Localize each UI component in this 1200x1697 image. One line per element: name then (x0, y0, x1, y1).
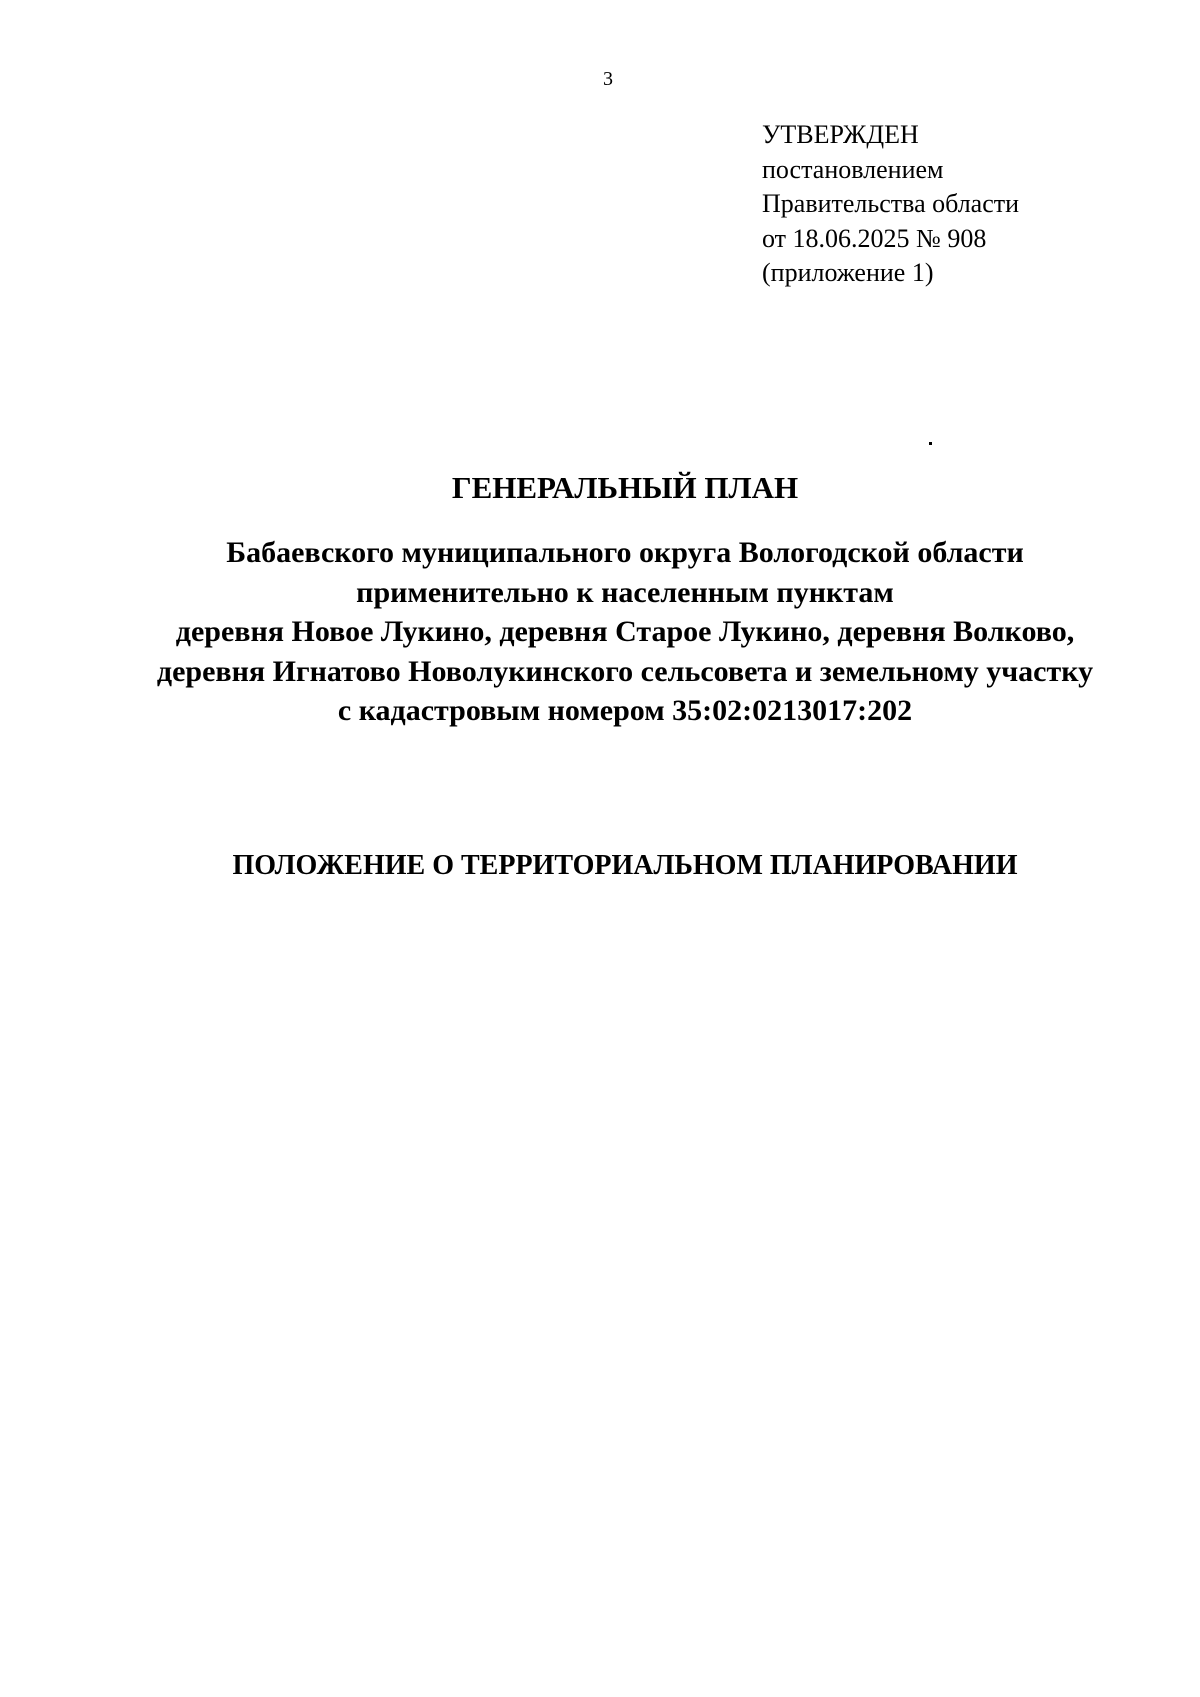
subtitle-line: применительно к населенным пунктам (356, 575, 894, 609)
approval-line: УТВЕРЖДЕН (762, 120, 919, 149)
document-title: ГЕНЕРАЛЬНЫЙ ПЛАН (451, 470, 799, 505)
subtitle-line: с кадастровым номером 35:02:0213017:202 (337, 694, 913, 727)
approval-stamp-block (762, 118, 1019, 291)
subtitle-line: Бабаевского муниципального округа Вологодской области (226, 536, 1024, 569)
subtitle-line: деревня Новое Лукино, деревня Старое Лукино, деревня Волково, (175, 615, 1075, 648)
subtitle-line: деревня Игнатово Новолукинского сельсовета и земельному участку (156, 654, 1094, 688)
approval-line: (приложение 1) (762, 258, 934, 287)
approval-line: Правительства области (762, 189, 1020, 218)
approval-line: от 18.06.2025 № 908 (762, 223, 987, 253)
page-number: 3 (603, 68, 613, 90)
section-heading: ПОЛОЖЕНИЕ О ТЕРРИТОРИАЛЬНОМ ПЛАНИРОВАНИИ (232, 850, 1018, 881)
stray-dot (929, 442, 932, 445)
approval-line: постановлением (762, 154, 944, 184)
document-subtitle (0, 533, 1200, 731)
